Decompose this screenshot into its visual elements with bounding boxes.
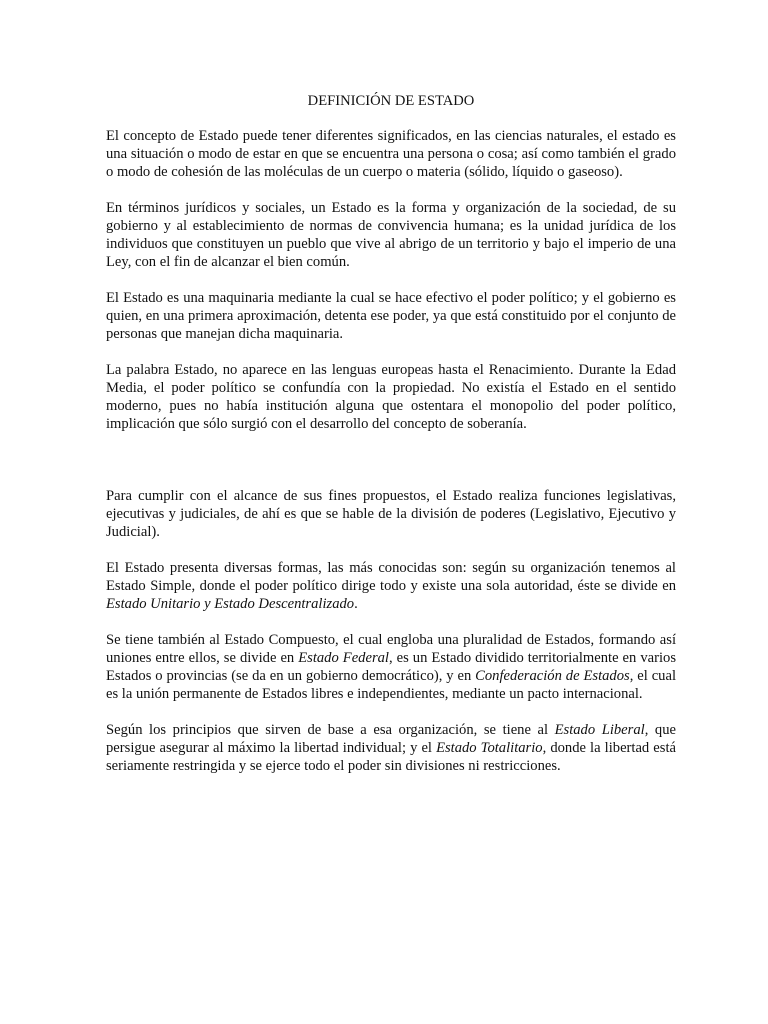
paragraph-8-text-e: , donde la libertad está seriamente restringida y se ejerce todo el poder sin divisiones ni restricciones. [106, 740, 676, 774]
paragraph-1: El concepto de Estado puede tener diferentes significados, en las ciencias naturales, el estado es una situación o modo de estar en que se encuentra una persona o cosa; así como también el grado o modo de cohesión de las moléculas de un cuerpo o materia (sólido, líquido o gaseoso). [106, 128, 676, 180]
paragraph-8-text-a: Según los principios que sirven de base a esa organización, se tiene al [106, 722, 555, 738]
paragraph-7-text-e: , el cual es la unión permanente de Estados libres e independientes, mediante un pacto internacional. [106, 668, 676, 702]
paragraph-6-text-a: El Estado presenta diversas formas, las más conocidas son: según su organización tenemos al Estado Simple, donde el poder político dirige todo y existe una sola autoridad, éste se divide en [106, 560, 676, 594]
paragraph-7 [106, 631, 676, 703]
paragraph-6-text-c: . [354, 596, 358, 612]
document-page [106, 92, 676, 793]
paragraph-8-italic-d: Estado Totalitario [436, 740, 543, 756]
paragraph-7-italic-b: Estado Federal [298, 650, 389, 666]
paragraph-7-text-a: Se tiene también al Estado Compuesto, el cual engloba una pluralidad de Estados, formando así uniones entre ellos, se divide en [106, 632, 676, 666]
paragraph-4: La palabra Estado, no aparece en las lenguas europeas hasta el Renacimiento. Durante la Edad Media, el poder político se confundía con la propiedad. No existía el Estado en el sentido moderno, pues no había institución alguna que ostentara el monopolio del poder político, implicación que sólo surgió con el desarrollo del concepto de soberanía. [106, 362, 676, 432]
paragraph-7-text-c: , es un Estado dividido territorialmente en varios Estados o provincias (se da en un gobierno democrático), y en [106, 650, 676, 684]
paragraph-8-text-c: , que persigue asegurar al máximo la libertad individual; y el [106, 722, 676, 756]
paragraph-8 [106, 721, 676, 775]
paragraph-2: En términos jurídicos y sociales, un Estado es la forma y organización de la sociedad, de su gobierno y al establecimiento de normas de convivencia humana; es la unidad jurídica de los individuos que constituyen un pueblo que vive al abrigo de un territorio y bajo el imperio de una Ley, con el fin de alcanzar el bien común. [106, 200, 676, 270]
paragraph-7-italic-d: Confederación de Estados [475, 668, 630, 684]
paragraph-8-italic-b: Estado Liberal [554, 722, 645, 738]
paragraph-3: El Estado es una maquinaria mediante la cual se hace efectivo el poder político; y el gobierno es quien, en una primera aproximación, detenta ese poder, ya que está constituido por el conjunto de personas que manejan dicha maquinaria. [106, 290, 676, 342]
paragraph-6-italic-b: Estado Unitario y Estado Descentralizado [106, 596, 355, 612]
paragraph-5: Para cumplir con el alcance de sus fines propuestos, el Estado realiza funciones legislativas, ejecutivas y judiciales, de ahí es que se hable de la división de poderes (Legislativo, Ejecutivo y Judicial). [106, 488, 676, 540]
paragraph-6 [106, 559, 676, 613]
document-title: DEFINICIÓN DE ESTADO [307, 93, 475, 109]
